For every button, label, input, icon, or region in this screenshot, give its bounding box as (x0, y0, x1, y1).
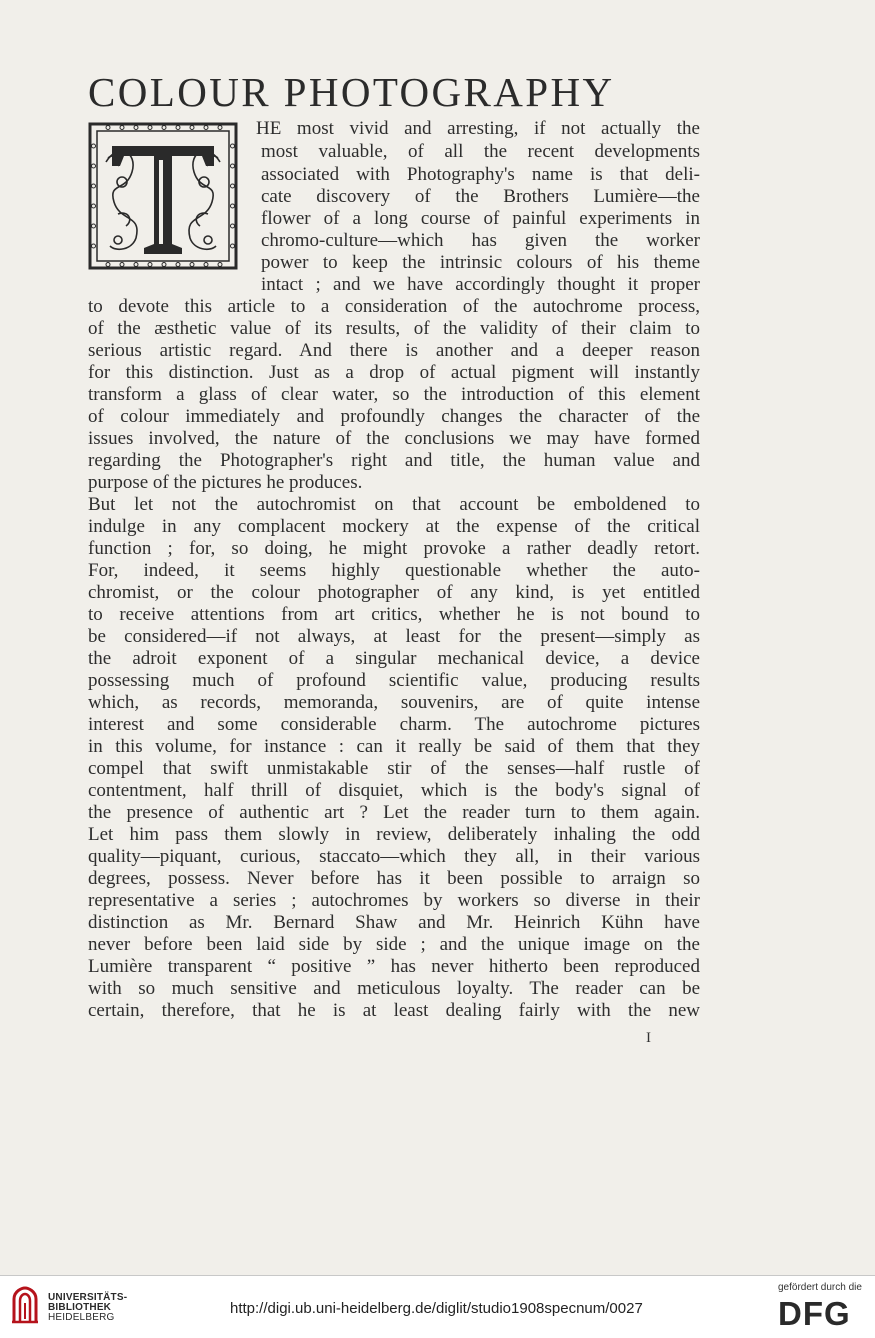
dfg-logo[interactable]: DFG (778, 1295, 851, 1332)
body-line: associated with Photography's name is that deli- (261, 164, 700, 185)
body-line: flower of a long course of painful experiments in (261, 208, 700, 229)
body-line: degrees, possess. Never before has it been possible to arraign so (88, 868, 700, 889)
body-line: chromo-culture—which has given the worker (261, 230, 700, 251)
permalink-url[interactable]: http://digi.ub.uni-heidelberg.de/diglit/studio1908specnum/0027 (230, 1300, 643, 1317)
body-line: chromist, or the colour photographer of any kind, is yet entitled (88, 582, 700, 603)
body-line: interest and some considerable charm. The autochrome pictures (88, 714, 700, 735)
body-line: contentment, half thrill of disquiet, which is the body's signal of (88, 780, 700, 801)
body-line: regarding the Photographer's right and title, the human value and (88, 450, 700, 471)
body-line: representative a series ; autochromes by workers so diverse in their (88, 890, 700, 911)
library-name[interactable] (48, 1293, 127, 1323)
body-line: possessing much of profound scientific value, producing results (88, 670, 700, 691)
body-line: with so much sensitive and meticulous loyalty. The reader can be (88, 978, 700, 999)
body-line: transform a glass of clear water, so the introduction of this element (88, 384, 700, 405)
body-line: for this distinction. Just as a drop of actual pigment will instantly (88, 362, 700, 383)
body-line: serious artistic regard. And there is another and a deeper reason (88, 340, 700, 361)
library-name-line: BIBLIOTHEK (48, 1302, 112, 1313)
body-line: distinction as Mr. Bernard Shaw and Mr. Heinrich Kühn have (88, 912, 700, 933)
body-line: certain, therefore, that he is at least dealing fairly with the new (88, 1000, 700, 1021)
body-line: of colour immediately and profoundly changes the character of the (88, 406, 700, 427)
body-line: the presence of authentic art ? Let the reader turn to them again. (88, 802, 700, 823)
body-line: power to keep the intrinsic colours of his theme (261, 252, 700, 273)
body-line: to receive attentions from art critics, whether he is not bound to (88, 604, 700, 625)
library-name-line: UNIVERSITÄTS- (48, 1292, 128, 1303)
body-line: HE most vivid and arresting, if not actually the (256, 118, 700, 139)
body-line: the adroit exponent of a singular mechanical device, a device (88, 648, 700, 669)
body-line: in this volume, for instance : can it really be said of them that they (88, 736, 700, 757)
body-line: intact ; and we have accordingly thought it proper (261, 274, 700, 295)
viewer-footer (0, 1275, 875, 1338)
body-line: of the æsthetic value of its results, of the validity of their claim to (88, 318, 700, 339)
body-line: be considered—if not always, at least for the present—simply as (88, 626, 700, 647)
article-title: COLOUR PHOTOGRAPHY (88, 69, 615, 115)
body-line: Lumière transparent “ positive ” has never hitherto been reproduced (88, 956, 700, 977)
body-line: compel that swift unmistakable stir of the senses—half rustle of (88, 758, 700, 779)
body-line: But let not the autochromist on that account be emboldened to (88, 494, 700, 515)
funding-caption: gefördert durch die (778, 1282, 862, 1293)
page-number: I (646, 1030, 651, 1046)
body-line: quality—piquant, curious, staccato—which they all, in their various (88, 846, 700, 867)
library-name-line: HEIDELBERG (48, 1312, 115, 1323)
body-line: most valuable, of all the recent developments (261, 141, 700, 162)
body-line: function ; for, so doing, he might provoke a rather deadly retort. (88, 538, 700, 559)
body-line: to devote this article to a consideration of the autochrome process, (88, 296, 700, 317)
body-line: issues involved, the nature of the conclusions we may have formed (88, 428, 700, 449)
body-line: cate discovery of the Brothers Lumière—the (261, 186, 700, 207)
body-line: purpose of the pictures he produces. (88, 472, 363, 493)
body-line: never before been laid side by side ; and the unique image on the (88, 934, 700, 955)
body-line: For, indeed, it seems highly questionable whether the auto- (88, 560, 700, 581)
body-line: indulge in any complacent mockery at the expense of the critical (88, 516, 700, 537)
ub-heidelberg-logo-icon[interactable] (10, 1285, 40, 1325)
body-line: Let him pass them slowly in review, deliberately inhaling the odd (88, 824, 700, 845)
body-line: which, as records, memoranda, souvenirs, are of quite intense (88, 692, 700, 713)
